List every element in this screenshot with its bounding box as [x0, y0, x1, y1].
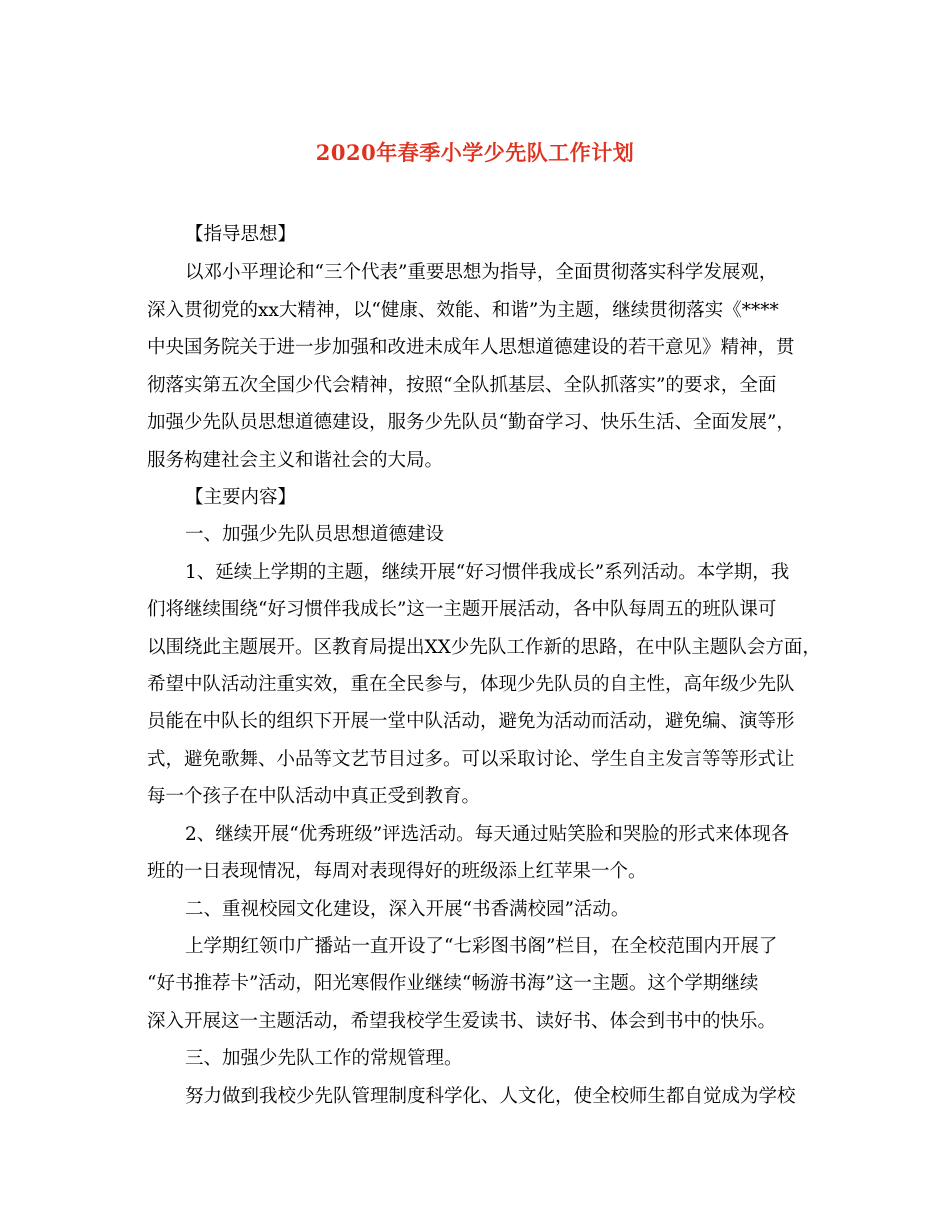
document-title: 2020年春季小学少先队工作计划 [315, 140, 635, 165]
section-heading-guiding-thought: 【指导思想】 [185, 224, 297, 245]
subsection-heading: 一、加强少先队员思想道德建设 [185, 524, 445, 545]
paragraph-line: 2、继续开展“优秀班级”评选活动。每天通过贴笑脸和哭脸的形式来体现各 [185, 824, 790, 845]
paragraph-line: 以邓小平理论和“三个代表”重要思想为指导，全面贯彻落实科学发展观， [185, 262, 778, 283]
paragraph-line: 加强少先队员思想道德建设，服务少先队员“勤奋学习、快乐生活、全面发展”， [147, 412, 795, 433]
paragraph-line: 1、延续上学期的主题，继续开展“好习惯伴我成长”系列活动。本学期，我 [185, 562, 790, 583]
paragraph-line: “好书推荐卡”活动，阳光寒假作业继续“畅游书海”这一主题。这个学期继续 [147, 973, 759, 994]
paragraph-line: 希望中队活动注重实效，重在全民参与，体现少先队员的自主性，高年级少先队 [147, 674, 795, 695]
paragraph-line: 每一个孩子在中队活动中真正受到教育。 [147, 786, 481, 807]
subsection-heading: 二、重视校园文化建设，深入开展“书香满校园”活动。 [185, 899, 630, 920]
paragraph-line: 以围绕此主题展开。区教育局提出XX少先队工作新的思路，在中队主题队会方面， [147, 637, 821, 658]
paragraph-line: 们将继续围绕“好习惯伴我成长”这一主题开展活动，各中队每周五的班队课可 [147, 599, 777, 620]
paragraph-line: 深入开展这一主题活动，希望我校学生爱读书、读好书、体会到书中的快乐。 [147, 1011, 777, 1032]
paragraph-line: 彻落实第五次全国少代会精神，按照“全队抓基层、全队抓落实”的要求，全面 [147, 375, 777, 396]
subsection-heading: 三、加强少先队工作的常规管理。 [185, 1048, 463, 1069]
paragraph-line: 努力做到我校少先队管理制度科学化、人文化，使全校师生都自觉成为学校 [185, 1086, 796, 1107]
paragraph-line: 班的一日表现情况，每周对表现得好的班级添上红苹果一个。 [147, 861, 647, 882]
paragraph-line: 上学期红领巾广播站一直开设了“七彩图书阁”栏目，在全校范围内开展了 [185, 936, 778, 957]
paragraph-line: 员能在中队长的组织下开展一堂中队活动，避免为活动而活动，避免编、演等形 [147, 711, 795, 732]
paragraph-line: 中央国务院关于进一步加强和改进未成年人思想道德建设的若干意见》精神，贯 [147, 337, 795, 358]
paragraph-line: 服务构建社会主义和谐社会的大局。 [147, 450, 444, 471]
paragraph-line: 深入贯彻党的xx大精神，以“健康、效能、和谐”为主题，继续贯彻落实《**** [147, 300, 779, 321]
section-heading-main-content: 【主要内容】 [185, 487, 297, 508]
paragraph-line: 式，避免歌舞、小品等文艺节目过多。可以采取讨论、学生自主发言等等形式让 [147, 749, 795, 770]
